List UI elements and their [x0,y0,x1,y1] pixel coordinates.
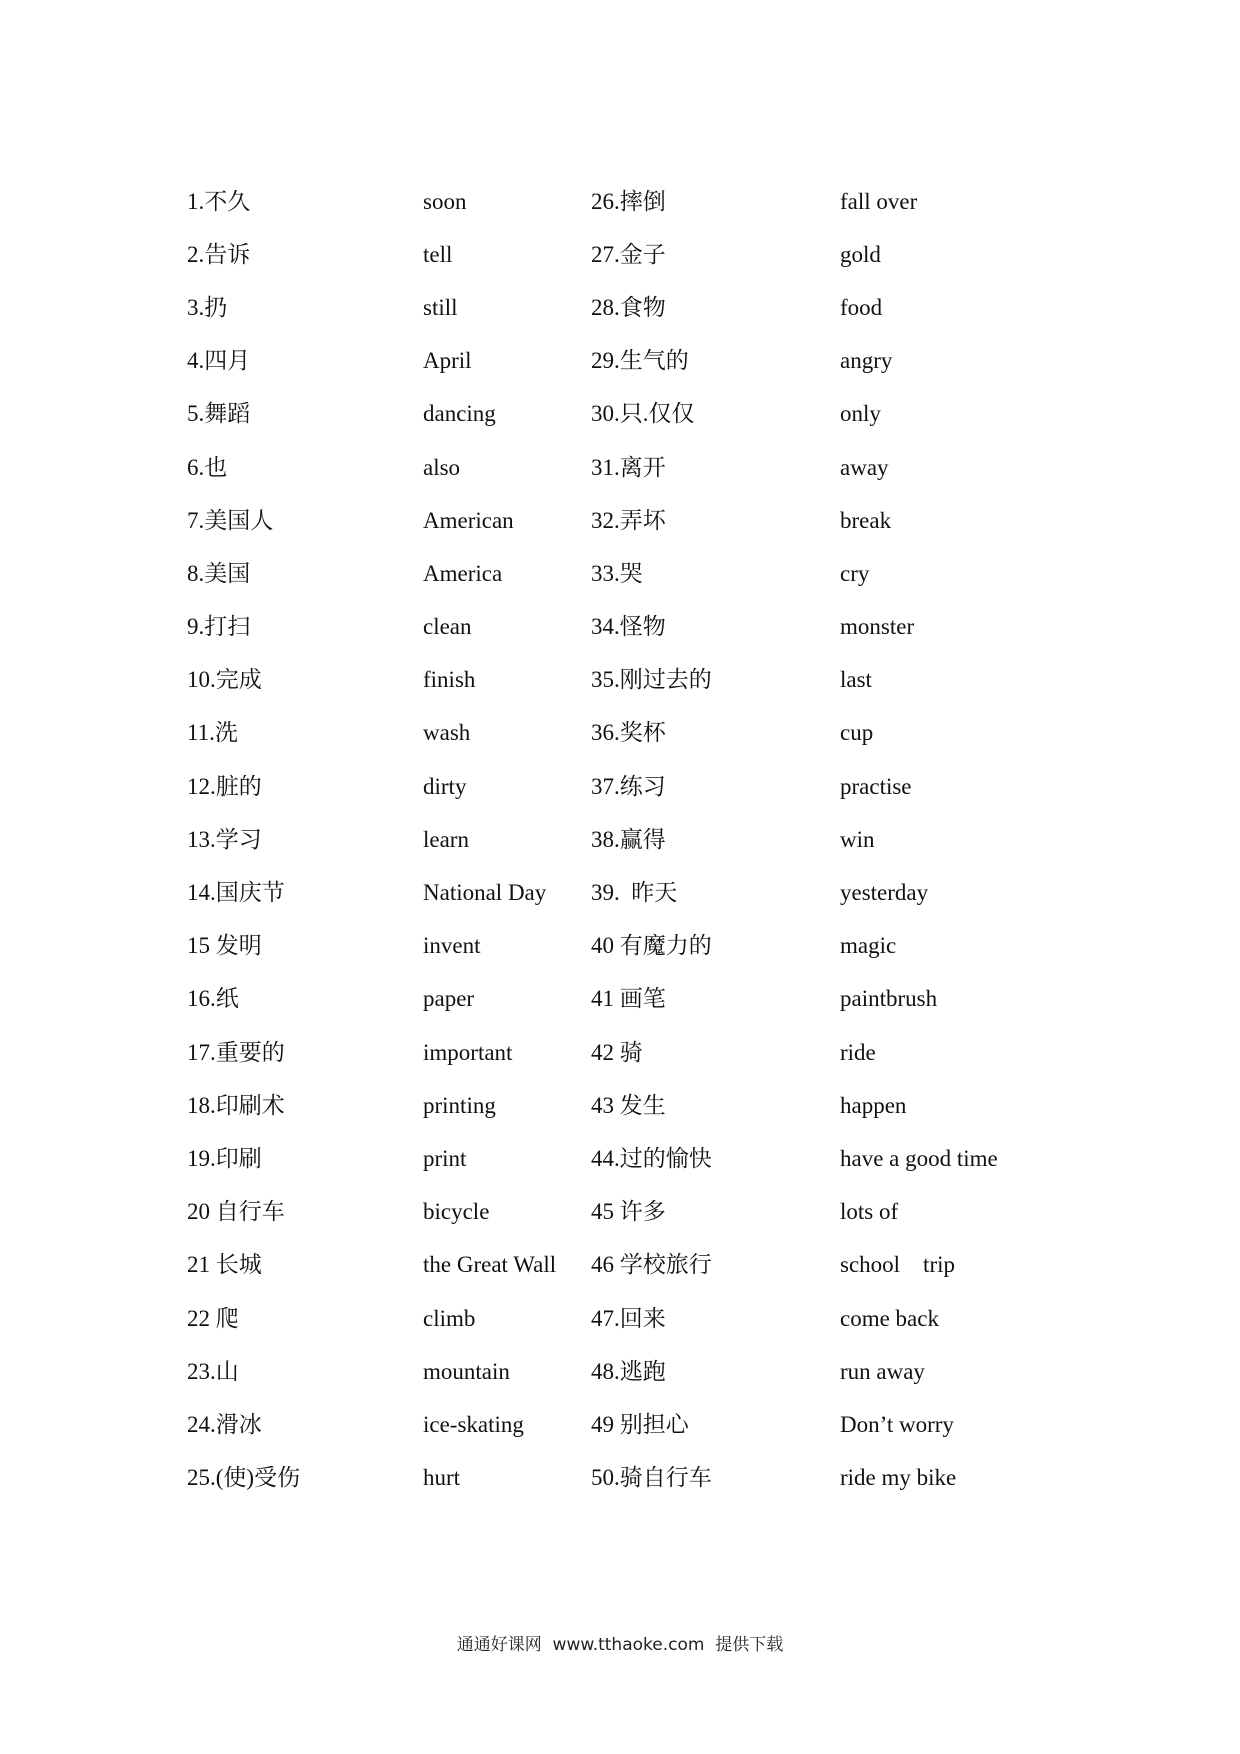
vocab-chinese-right: 50.骑自行车 [591,1465,712,1491]
vocabulary-table [187,175,1080,1505]
vocab-chinese-right: 34.怪物 [591,614,666,640]
vocab-chinese-right: 47.回来 [591,1305,666,1331]
vocab-chinese-left: 5.舞蹈 [187,401,251,427]
vocab-chinese-left: 11.洗 [187,720,238,746]
vocab-chinese-left: 22 爬 [187,1305,239,1331]
vocab-chinese-left: 12.脏的 [187,773,262,799]
vocab-chinese-left: 3.扔 [187,294,228,320]
vocab-chinese-left: 9.打扫 [187,614,251,640]
vocab-chinese-right: 49 别担心 [591,1411,689,1437]
vocab-chinese-left: 20 自行车 [187,1199,285,1225]
vocab-chinese-right: 45 许多 [591,1199,666,1225]
vocab-chinese-left: 17.重要的 [187,1039,285,1065]
vocab-chinese-left: 15 发明 [187,933,262,959]
vocab-english-left: important [423,1039,513,1065]
vocab-chinese-right: 30.只.仅仅 [591,401,695,427]
vocab-english-left: wash [423,720,471,746]
page-footer: 通通好课网 www.tthaoke.com 提供下载 [456,1635,784,1655]
vocab-english-left: ice-skating [423,1411,524,1437]
vocab-english-left: mountain [423,1358,510,1384]
vocab-english-left: dancing [423,401,496,427]
vocab-chinese-left: 13.学习 [187,826,262,852]
vocab-english-left: also [423,454,461,480]
vocab-english-right: win [840,826,875,852]
vocab-english-left: America [423,560,503,586]
vocab-chinese-right: 36.奖杯 [591,720,666,746]
vocab-chinese-right: 38.赢得 [591,826,666,852]
vocab-english-right: away [840,454,889,480]
vocab-chinese-right: 40 有魔力的 [591,933,712,959]
vocab-chinese-left: 25.(使)受伤 [187,1465,301,1491]
vocab-english-right: last [840,667,872,693]
vocab-chinese-right: 42 骑 [591,1039,643,1065]
vocab-chinese-left: 16.纸 [187,986,239,1012]
vocab-chinese-right: 26.摔倒 [591,188,666,214]
vocab-english-left: learn [423,826,469,852]
vocab-english-right: practise [840,773,912,799]
vocab-chinese-right: 41 画笔 [591,986,666,1012]
vocab-chinese-left: 10.完成 [187,667,262,693]
vocab-chinese-left: 4.四月 [187,348,251,374]
vocab-english-left: April [423,348,472,374]
vocab-english-right: cry [840,560,870,586]
vocab-chinese-right: 48.逃跑 [591,1358,666,1384]
vocab-english-left: American [423,507,514,533]
vocab-english-left: the Great Wall [423,1252,557,1278]
vocab-chinese-right: 46 学校旅行 [591,1252,712,1278]
vocab-chinese-left: 7.美国人 [187,507,274,533]
vocab-english-right: angry [840,348,893,374]
vocab-chinese-right: 27.金子 [591,241,666,267]
vocab-english-left: invent [423,933,481,959]
vocab-english-left: climb [423,1305,476,1331]
vocab-english-left: finish [423,667,476,693]
vocab-chinese-right: 39. 昨天 [591,880,678,906]
vocab-english-right: gold [840,241,881,267]
vocab-english-left: hurt [423,1465,461,1491]
vocab-chinese-left: 19.印刷 [187,1145,262,1171]
vocab-chinese-right: 32.弄坏 [591,507,666,533]
vocab-english-right: magic [840,933,897,959]
vocab-english-right: only [840,401,881,427]
vocab-chinese-right: 43 发生 [591,1092,666,1118]
vocab-english-right: lots of [840,1199,899,1225]
vocab-english-right: Don’t worry [840,1411,954,1437]
vocab-english-right: ride [840,1039,876,1065]
vocab-chinese-right: 35.刚过去的 [591,667,712,693]
vocab-english-right: run away [840,1358,925,1384]
vocab-chinese-left: 1.不久 [187,188,251,214]
vocab-chinese-right: 31.离开 [591,454,666,480]
vocab-chinese-left: 23.山 [187,1358,239,1384]
vocab-english-left: still [423,294,458,320]
vocab-chinese-right: 28.食物 [591,294,666,320]
vocab-english-right: happen [840,1092,907,1118]
vocab-english-left: print [423,1145,467,1171]
vocab-english-left: clean [423,614,472,640]
vocab-chinese-right: 29.生气的 [591,348,689,374]
vocab-english-right: cup [840,720,874,746]
vocab-chinese-left: 14.国庆节 [187,880,285,906]
vocab-chinese-left: 21 长城 [187,1252,262,1278]
vocab-english-right: fall over [840,188,918,214]
vocab-english-left: dirty [423,773,467,799]
vocab-english-right: have a good time [840,1145,998,1171]
vocab-english-left: soon [423,188,467,214]
vocab-chinese-right: 37.练习 [591,773,666,799]
vocab-english-right: food [840,294,883,320]
vocab-english-right: school trip [840,1252,955,1278]
vocab-english-left: printing [423,1092,496,1118]
vocab-chinese-left: 6.也 [187,454,228,480]
vocab-english-left: National Day [423,880,547,906]
vocab-english-right: paintbrush [840,986,938,1012]
vocab-english-left: paper [423,986,475,1012]
vocab-chinese-left: 18.印刷术 [187,1092,285,1118]
vocab-english-right: break [840,507,892,533]
vocab-english-right: yesterday [840,880,929,906]
vocab-english-right: monster [840,614,915,640]
vocab-english-left: tell [423,241,453,267]
vocab-english-right: come back [840,1305,939,1331]
vocab-chinese-left: 2.告诉 [187,241,251,267]
vocab-english-right: ride my bike [840,1465,957,1491]
vocab-chinese-right: 44.过的愉快 [591,1145,712,1171]
vocab-chinese-right: 33.哭 [591,560,643,586]
vocab-english-left: bicycle [423,1199,490,1225]
vocab-chinese-left: 8.美国 [187,560,251,586]
vocab-chinese-left: 24.滑冰 [187,1411,262,1437]
